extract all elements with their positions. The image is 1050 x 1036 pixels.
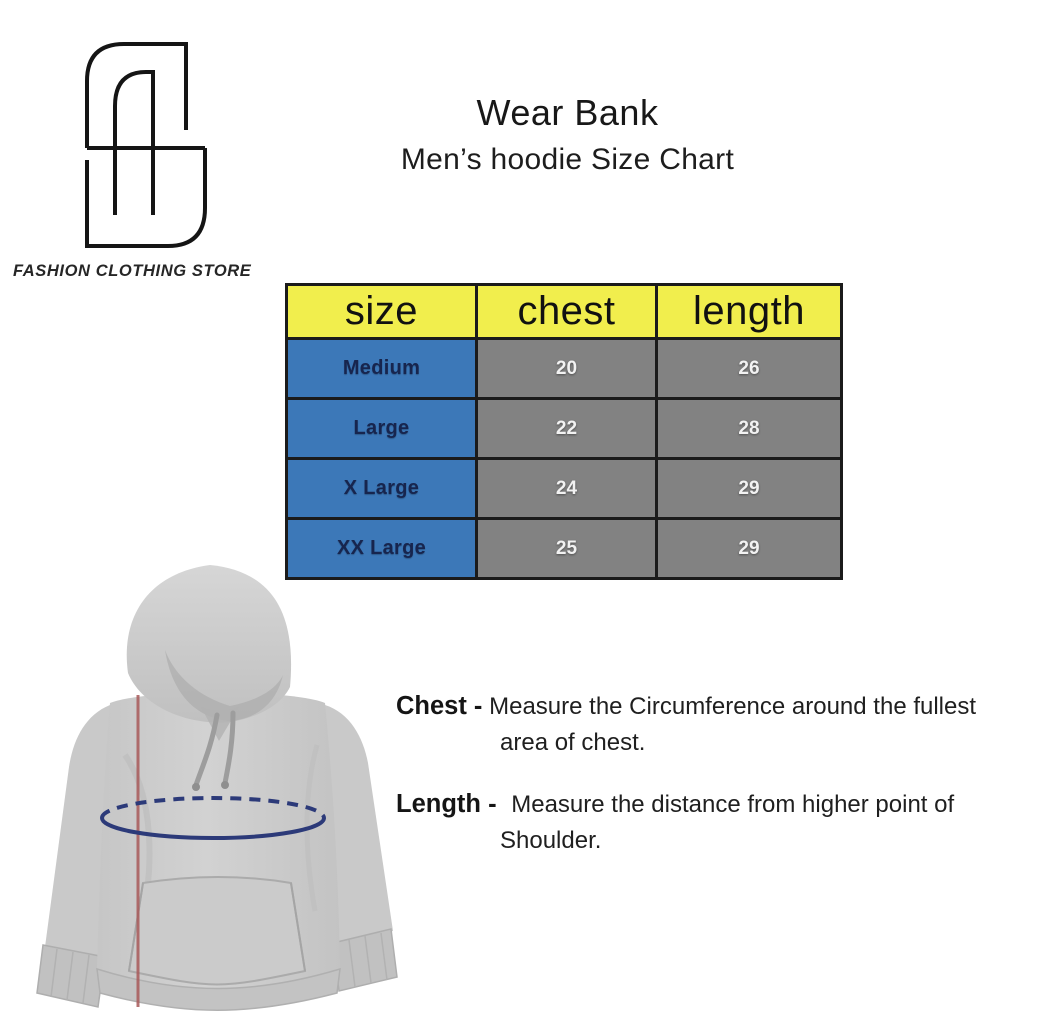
length-value-xxlarge: 29 <box>657 519 842 579</box>
hoodie-aglet-left <box>192 783 200 791</box>
monogram-bottom-hook <box>87 148 205 246</box>
length-measure-note <box>396 786 1050 859</box>
chest-value-large: 22 <box>477 399 657 459</box>
hoodie-illustration <box>25 555 410 1030</box>
table-header-row <box>287 285 842 339</box>
length-desc-line2: Shoulder. <box>500 827 602 854</box>
length-value-xlarge: 29 <box>657 459 842 519</box>
size-table <box>285 283 843 580</box>
table-row-medium <box>287 339 842 399</box>
chest-value-xxlarge: 25 <box>477 519 657 579</box>
chest-value-medium: 20 <box>477 339 657 399</box>
hoodie-aglet-right <box>221 781 229 789</box>
header-chest: chest <box>477 285 657 339</box>
chest-note-line1 <box>396 688 1050 725</box>
size-label-large: Large <box>287 399 477 459</box>
length-value-large: 28 <box>657 399 842 459</box>
size-table-grid <box>285 283 843 580</box>
size-label-xlarge: X Large <box>287 459 477 519</box>
brand-logo <box>80 36 210 252</box>
length-value-medium: 26 <box>657 339 842 399</box>
table-row-large <box>287 399 842 459</box>
chest-desc-line1: Measure the Circumference around the fullest <box>489 693 977 720</box>
size-label-xxlarge: XX Large <box>287 519 477 579</box>
page-title: Wear Bank <box>476 92 659 133</box>
store-name: FASHION CLOTHING STORE <box>13 262 252 280</box>
size-label-medium: Medium <box>287 339 477 399</box>
hoodie-left-cuff <box>37 945 105 1007</box>
monogram-top-hook <box>87 44 186 148</box>
page-subtitle: Men’s hoodie Size Chart <box>400 143 735 176</box>
header-size: size <box>287 285 477 339</box>
as-monogram-icon <box>80 36 210 252</box>
chest-term: Chest - <box>396 692 483 720</box>
table-row-xlarge <box>287 459 842 519</box>
length-note-line1 <box>396 786 1050 823</box>
chest-measure-note <box>396 688 1050 761</box>
chest-value-xlarge: 24 <box>477 459 657 519</box>
monogram-arch <box>115 72 153 215</box>
length-term: Length - <box>396 790 497 818</box>
header-length: length <box>657 285 842 339</box>
hoodie-pocket <box>129 877 305 985</box>
length-desc-line1: Measure the distance from higher point of <box>511 791 955 818</box>
chart-title-block <box>315 92 820 177</box>
hoodie-drawing <box>25 555 410 1030</box>
chest-desc-line2: area of chest. <box>500 729 646 756</box>
